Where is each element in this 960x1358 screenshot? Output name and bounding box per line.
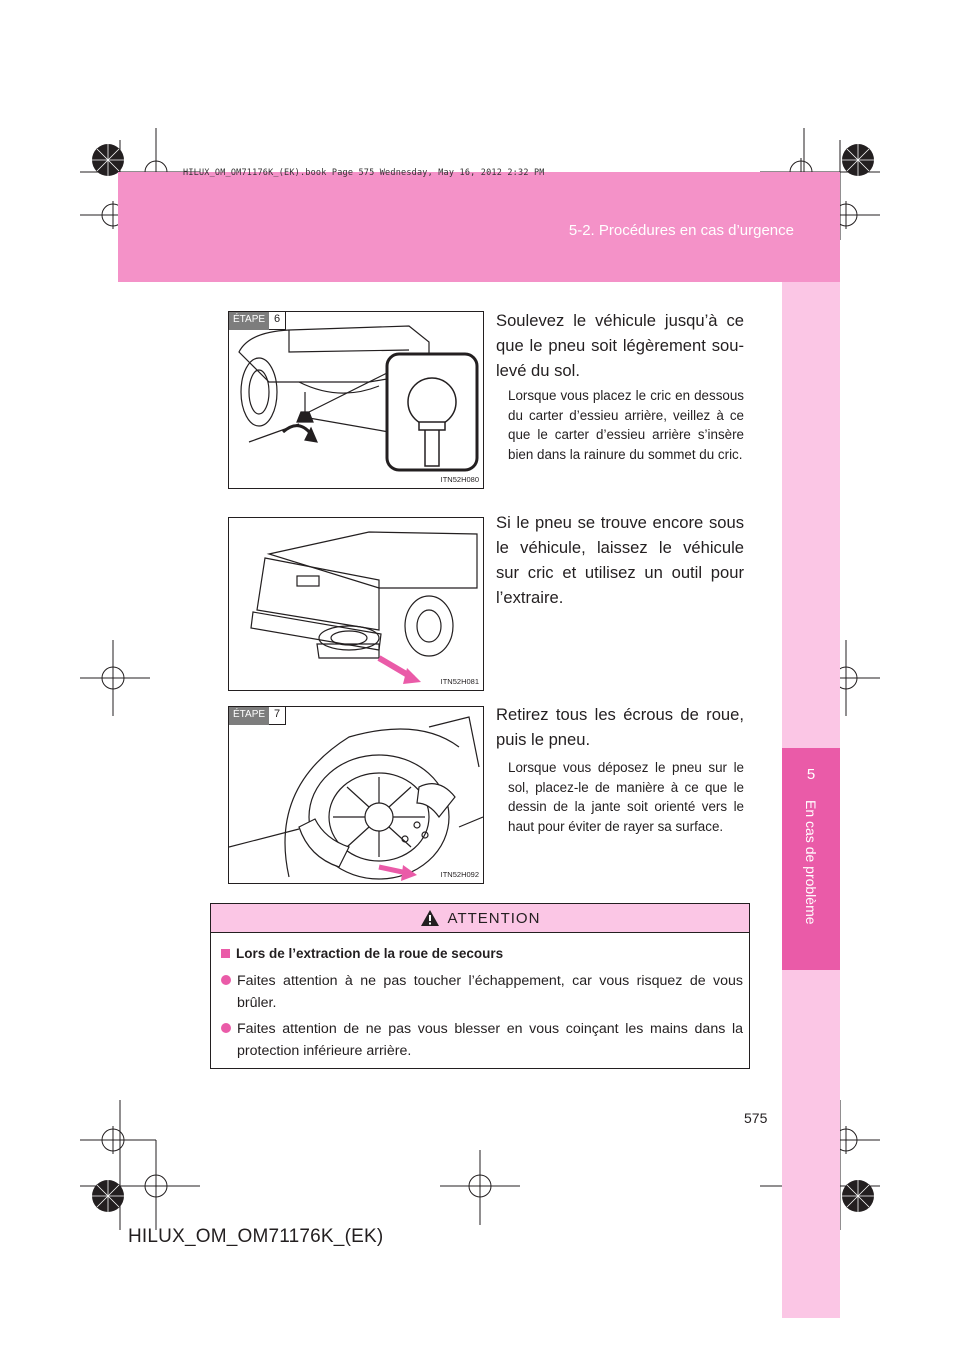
header-band (118, 172, 840, 282)
attention-subtitle (221, 946, 503, 961)
chapter-title-text: En cas de problème (803, 800, 819, 925)
attention-item-text: Faites attention à ne pas toucher l’échappement, car vous risquez de vous brûler. (237, 973, 743, 1011)
circle-bullet-icon (221, 1023, 231, 1033)
etape-number: 6 (269, 312, 286, 330)
jack-illustration (229, 312, 483, 488)
figure-step-6 (228, 311, 484, 489)
attention-title: ATTENTION (447, 909, 541, 927)
chapter-title (782, 800, 840, 960)
attention-box (210, 903, 750, 1069)
etape-label: ÉTAPE (229, 312, 269, 330)
etape-number: 7 (269, 707, 286, 725)
attention-item (237, 1018, 743, 1062)
step-7-instruction: Retirez tous les écrous de roue, puis le pneu. (496, 705, 744, 749)
spare-tire-instruction: Si le pneu se trouve encore sous le véhicule, laissez le véhicule sur cric et utilisez un outil pour l’extraire. (496, 513, 744, 607)
truck-rear-illustration (229, 518, 483, 690)
attention-item-text: Faites attention de ne pas vous blesser en vous coinçant les mains dans la protection inférieure arrière. (237, 1021, 743, 1059)
attention-subtitle-text: Lors de l’extraction de la roue de secours (236, 946, 504, 961)
footer-code: HILUX_OM_OM71176K_(EK) (128, 1226, 384, 1247)
step-7-note: Lorsque vous déposez le pneu sur le sol, placez-le de manière à ce que le dessin de la jante soit orienté vers le haut pour éviter de rayer sa surface. (508, 760, 744, 834)
figure-step-7 (228, 706, 484, 884)
wheel-removal-illustration (229, 707, 483, 883)
print-metadata: HILUX_OM_OM71176K_(EK).book Page 575 Wednesday, May 16, 2012 2:32 PM (183, 168, 545, 178)
circle-bullet-icon (221, 975, 231, 985)
figure-code: ITN52H081 (440, 677, 479, 686)
warning-icon (420, 909, 440, 927)
step-6-instruction: Soulevez le véhicule jusqu’à ce que le pneu soit légèrement sou-levé du sol. (496, 311, 744, 380)
step-6-note: Lorsque vous placez le cric en dessous du carter d’essieu arrière, veillez à ce que le carter d’essieu arrière s’insère bien dans la rainure du sommet du cric. (508, 388, 744, 462)
etape-label: ÉTAPE (229, 707, 269, 725)
figure-spare-tire (228, 517, 484, 691)
section-title: 5-2. Procédures en cas d’urgence (568, 222, 794, 239)
page-number: 575 (744, 1110, 768, 1126)
square-bullet-icon (221, 949, 230, 958)
figure-code: ITN52H080 (440, 475, 479, 484)
attention-item (237, 970, 743, 1014)
figure-code: ITN52H092 (440, 870, 479, 879)
attention-header (211, 904, 749, 933)
chapter-number: 5 (806, 766, 816, 783)
